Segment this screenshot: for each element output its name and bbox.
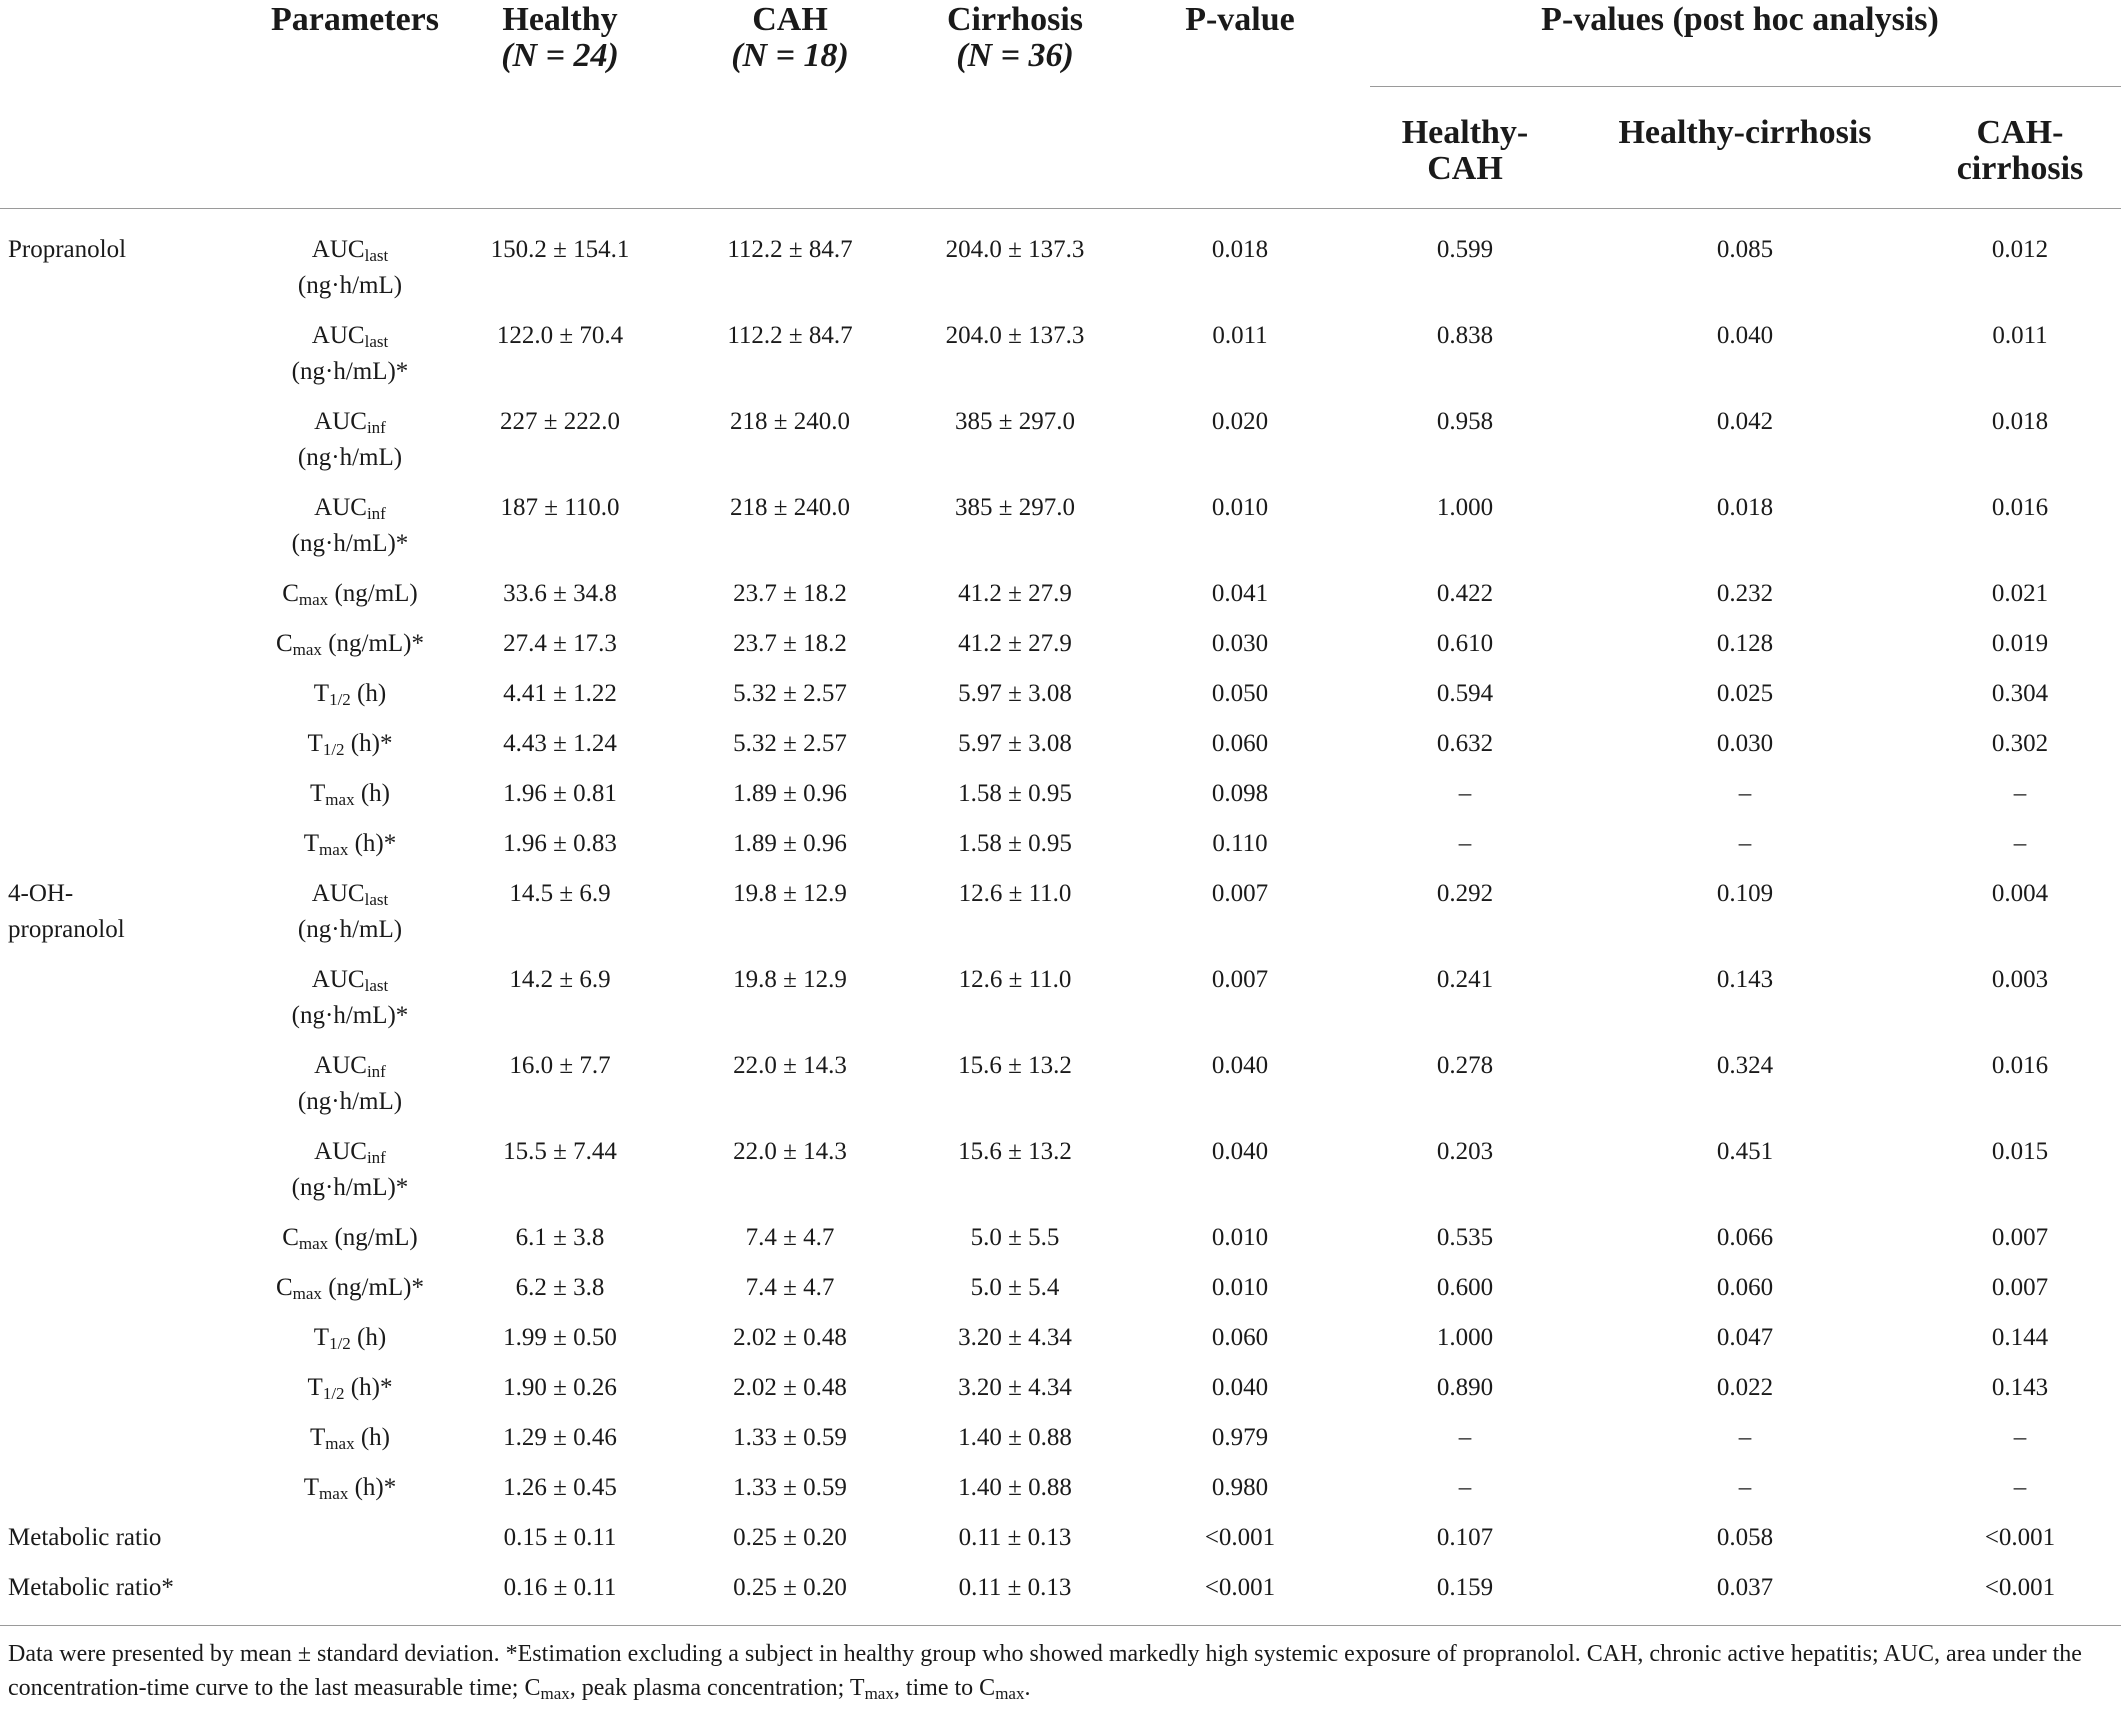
cell-healthy: 122.0 ± 70.4: [496, 322, 624, 349]
cell-p: 0.110: [1212, 830, 1268, 857]
cell-param: $AUC_{inf}$ (ng·h/mL): [297, 408, 403, 471]
cell-group: Propranolol: [8, 236, 127, 263]
cell-p: 0.030: [1211, 630, 1269, 657]
header-cirrhosis-n: (N = 36): [956, 37, 1074, 74]
cell-healthy: 4.41 ± 1.22: [503, 680, 617, 707]
cell-group: 4-OH- propranolol: [8, 880, 125, 943]
cell-p: 0.040: [1211, 1138, 1269, 1165]
header-healthy-cirrhosis: Healthy-cirrhosis: [1618, 114, 1872, 151]
cell-cci: 0.019: [1991, 630, 2049, 657]
cell-healthy: 1.26 ± 0.45: [503, 1474, 617, 1501]
cell-hci: 0.022: [1716, 1374, 1774, 1401]
cell-healthy: 1.29 ± 0.46: [503, 1424, 617, 1451]
cell-cirrhosis: 5.0 ± 5.5: [970, 1224, 1060, 1251]
cell-cci: 0.015: [1991, 1138, 2049, 1165]
cell-healthy: 0.16 ± 0.11: [503, 1574, 617, 1601]
cell-cirrhosis: 385 ± 297.0: [955, 408, 1075, 435]
cell-cirrhosis: 12.6 ± 11.0: [958, 880, 1072, 907]
cell-cci: –: [2013, 780, 2027, 807]
cell-cah: 0.25 ± 0.20: [733, 1574, 847, 1601]
cell-cci: 0.003: [1991, 966, 2049, 993]
cell-p: 0.007: [1211, 880, 1269, 907]
cell-param: $T_{1/2}$ (h)*: [307, 1374, 393, 1403]
cell-hc: 0.159: [1436, 1574, 1494, 1601]
cell-cah: 112.2 ± 84.7: [727, 322, 853, 349]
cell-cah: 5.32 ± 2.57: [733, 730, 847, 757]
cell-cah: 2.02 ± 0.48: [733, 1324, 847, 1351]
cell-healthy: 6.2 ± 3.8: [515, 1274, 605, 1301]
cell-param: $AUC_{inf}$ (ng·h/mL)*: [291, 1138, 409, 1201]
cell-hci: 0.058: [1716, 1524, 1774, 1551]
cell-healthy: 0.15 ± 0.11: [503, 1524, 617, 1551]
cell-hc: 1.000: [1436, 1324, 1494, 1351]
cell-hci: 0.232: [1716, 580, 1774, 607]
cell-cci: <0.001: [1984, 1524, 2056, 1551]
cell-cci: 0.016: [1991, 494, 2049, 521]
cell-hci: 0.066: [1716, 1224, 1774, 1251]
cell-cah: 1.89 ± 0.96: [733, 780, 847, 807]
header-healthy: [450, 2, 670, 74]
cell-healthy: 14.5 ± 6.9: [509, 880, 611, 907]
bottom-rule: [0, 1625, 2121, 1626]
cell-cirrhosis: 0.11 ± 0.13: [958, 1574, 1072, 1601]
cell-param: $T_{1/2}$ (h): [313, 680, 387, 709]
header-posthoc: P-values (post hoc analysis): [1541, 1, 1939, 38]
header-cah-cirrhosis: CAH-cirrhosis: [1956, 114, 2084, 187]
cell-hc: 0.241: [1436, 966, 1494, 993]
cell-param: $T_{max}$ (h): [310, 780, 390, 809]
cell-p: 0.010: [1211, 1224, 1269, 1251]
header-cirrhosis: [900, 2, 1130, 74]
cell-cah: 0.25 ± 0.20: [733, 1524, 847, 1551]
cell-cirrhosis: 41.2 ± 27.9: [958, 630, 1072, 657]
cell-p: 0.011: [1212, 322, 1268, 349]
cell-healthy: 1.99 ± 0.50: [503, 1324, 617, 1351]
cell-cci: –: [2013, 830, 2027, 857]
cell-param: $AUC_{last}$ (ng·h/mL)*: [291, 966, 409, 1029]
cell-param: $C_{max}$ (ng/mL)*: [275, 1274, 425, 1303]
cell-p: 0.060: [1211, 730, 1269, 757]
cell-healthy: 1.96 ± 0.83: [503, 830, 617, 857]
cell-p: <0.001: [1204, 1524, 1276, 1551]
cell-hc: 0.958: [1436, 408, 1494, 435]
cell-cah: 1.33 ± 0.59: [733, 1424, 847, 1451]
cell-cah: 218 ± 240.0: [730, 494, 850, 521]
cell-cci: –: [2013, 1474, 2027, 1501]
cell-hci: 0.060: [1716, 1274, 1774, 1301]
cell-cah: 22.0 ± 14.3: [733, 1052, 847, 1079]
cell-cirrhosis: 1.40 ± 0.88: [958, 1474, 1072, 1501]
cell-hci: 0.109: [1716, 880, 1774, 907]
cell-cci: 0.018: [1991, 408, 2049, 435]
cell-hci: 0.324: [1716, 1052, 1774, 1079]
cell-cci: 0.144: [1991, 1324, 2049, 1351]
cell-cirrhosis: 3.20 ± 4.34: [958, 1324, 1072, 1351]
cell-cci: 0.004: [1991, 880, 2049, 907]
cell-cah: 2.02 ± 0.48: [733, 1374, 847, 1401]
cell-param: $AUC_{last}$ (ng·h/mL): [297, 236, 403, 299]
cell-cirrhosis: 1.58 ± 0.95: [958, 780, 1072, 807]
cell-hc: 0.535: [1436, 1224, 1494, 1251]
header-parameters: Parameters: [270, 1, 439, 38]
cell-healthy: 227 ± 222.0: [500, 408, 620, 435]
cell-hc: 0.107: [1436, 1524, 1494, 1551]
cell-p: 0.980: [1211, 1474, 1269, 1501]
cell-cah: 19.8 ± 12.9: [733, 966, 847, 993]
cell-hc: 0.594: [1436, 680, 1494, 707]
cell-p: 0.007: [1211, 966, 1269, 993]
header-cah-label: CAH: [752, 1, 828, 38]
cell-p: 0.060: [1211, 1324, 1269, 1351]
footnote: Data were presented by mean ± standard deviation. *Estimation excluding a subject in healthy group who showed markedly high systemic exposure of propranolol. CAH, chronic active hepatitis; AUC, area under the concentration-time curve to the last measurable time; $C_{max}$, peak plasma concentration; $T_{max}$, time to $C_{max}$.: [8, 1641, 2082, 1703]
cell-hc: 0.890: [1436, 1374, 1494, 1401]
cell-hc: 0.610: [1436, 630, 1494, 657]
cell-cci: –: [2013, 1424, 2027, 1451]
cell-hc: 0.203: [1436, 1138, 1494, 1165]
cell-param: $T_{max}$ (h)*: [303, 830, 397, 859]
cell-param: $T_{max}$ (h)*: [303, 1474, 397, 1503]
cell-cirrhosis: 1.58 ± 0.95: [958, 830, 1072, 857]
cell-hc: 0.632: [1436, 730, 1494, 757]
header-cah: [680, 2, 900, 74]
cell-p: <0.001: [1204, 1574, 1276, 1601]
cell-healthy: 27.4 ± 17.3: [503, 630, 617, 657]
cell-hc: 0.838: [1436, 322, 1494, 349]
cell-cci: 0.012: [1991, 236, 2049, 263]
cell-hc: 0.278: [1436, 1052, 1494, 1079]
cell-healthy: 33.6 ± 34.8: [503, 580, 617, 607]
cell-hc: 0.422: [1436, 580, 1494, 607]
cell-p: 0.041: [1211, 580, 1269, 607]
cell-cirrhosis: 3.20 ± 4.34: [958, 1374, 1072, 1401]
cell-param: $AUC_{inf}$ (ng·h/mL)*: [291, 494, 409, 557]
cell-cci: 0.021: [1991, 580, 2049, 607]
cell-cirrhosis: 5.97 ± 3.08: [958, 730, 1072, 757]
cell-cirrhosis: 15.6 ± 13.2: [958, 1052, 1072, 1079]
cell-hc: –: [1458, 1474, 1472, 1501]
cell-hci: –: [1738, 1474, 1752, 1501]
cell-hci: 0.040: [1716, 322, 1774, 349]
header-cah-n: (N = 18): [731, 37, 849, 74]
cell-hc: 0.292: [1436, 880, 1494, 907]
cell-healthy: 16.0 ± 7.7: [509, 1052, 611, 1079]
cell-cah: 7.4 ± 4.7: [745, 1224, 835, 1251]
cell-hci: 0.451: [1716, 1138, 1774, 1165]
cell-cci: 0.016: [1991, 1052, 2049, 1079]
header-healthy-n: (N = 24): [501, 37, 619, 74]
cell-cirrhosis: 204.0 ± 137.3: [945, 322, 1085, 349]
cell-hci: 0.047: [1716, 1324, 1774, 1351]
cell-hci: 0.143: [1716, 966, 1774, 993]
cell-param: $C_{max}$ (ng/mL): [282, 580, 418, 609]
cell-cah: 5.32 ± 2.57: [733, 680, 847, 707]
cell-param: $T_{max}$ (h): [310, 1424, 390, 1453]
cell-healthy: 187 ± 110.0: [500, 494, 620, 521]
cell-hci: –: [1738, 1424, 1752, 1451]
cell-param: $T_{1/2}$ (h): [313, 1324, 387, 1353]
cell-healthy: 6.1 ± 3.8: [515, 1224, 605, 1251]
cell-hc: 0.599: [1436, 236, 1494, 263]
cell-p: 0.010: [1211, 494, 1269, 521]
cell-hc: –: [1458, 1424, 1472, 1451]
cell-cirrhosis: 5.0 ± 5.4: [970, 1274, 1060, 1301]
cell-param: $C_{max}$ (ng/mL): [282, 1224, 418, 1253]
cell-param: $AUC_{last}$ (ng·h/mL)*: [291, 322, 409, 385]
cell-hci: –: [1738, 780, 1752, 807]
cell-cirrhosis: 12.6 ± 11.0: [958, 966, 1072, 993]
cell-cirrhosis: 5.97 ± 3.08: [958, 680, 1072, 707]
cell-cirrhosis: 1.40 ± 0.88: [958, 1424, 1072, 1451]
cell-hc: –: [1458, 780, 1472, 807]
cell-cirrhosis: 15.6 ± 13.2: [958, 1138, 1072, 1165]
cell-p: 0.098: [1211, 780, 1269, 807]
cell-hci: 0.042: [1716, 408, 1774, 435]
cell-cirrhosis: 0.11 ± 0.13: [958, 1524, 1072, 1551]
cell-hci: 0.128: [1716, 630, 1774, 657]
cell-cirrhosis: 41.2 ± 27.9: [958, 580, 1072, 607]
cell-p: 0.979: [1211, 1424, 1269, 1451]
cell-cci: 0.007: [1991, 1274, 2049, 1301]
cell-cah: 7.4 ± 4.7: [745, 1274, 835, 1301]
cell-cah: 1.33 ± 0.59: [733, 1474, 847, 1501]
cell-group: Metabolic ratio: [8, 1524, 162, 1551]
cell-p: 0.010: [1211, 1274, 1269, 1301]
cell-cci: 0.143: [1991, 1374, 2049, 1401]
cell-hci: 0.030: [1716, 730, 1774, 757]
header-pvalue: P-value: [1185, 1, 1295, 38]
cell-cci: <0.001: [1984, 1574, 2056, 1601]
cell-healthy: 14.2 ± 6.9: [509, 966, 611, 993]
cell-cirrhosis: 385 ± 297.0: [955, 494, 1075, 521]
cell-hci: 0.085: [1716, 236, 1774, 263]
cell-param: $AUC_{inf}$ (ng·h/mL): [297, 1052, 403, 1115]
cell-cah: 22.0 ± 14.3: [733, 1138, 847, 1165]
cell-hc: 1.000: [1436, 494, 1494, 521]
cell-cah: 23.7 ± 18.2: [733, 630, 847, 657]
cell-cci: 0.302: [1991, 730, 2049, 757]
cell-cirrhosis: 204.0 ± 137.3: [945, 236, 1085, 263]
cell-hci: –: [1738, 830, 1752, 857]
cell-hci: 0.025: [1716, 680, 1774, 707]
header-healthy-label: Healthy: [502, 1, 618, 38]
cell-hci: 0.018: [1716, 494, 1774, 521]
cell-param: $T_{1/2}$ (h)*: [307, 730, 393, 759]
cell-p: 0.050: [1211, 680, 1269, 707]
cell-hc: –: [1458, 830, 1472, 857]
cell-healthy: 4.43 ± 1.24: [503, 730, 617, 757]
cell-cci: 0.011: [1992, 322, 2048, 349]
cell-cci: 0.007: [1991, 1224, 2049, 1251]
cell-healthy: 1.90 ± 0.26: [503, 1374, 617, 1401]
cell-p: 0.018: [1211, 236, 1269, 263]
header-healthy-cah: Healthy-CAH: [1401, 114, 1529, 187]
cell-cah: 19.8 ± 12.9: [733, 880, 847, 907]
cell-cci: 0.304: [1991, 680, 2049, 707]
header-cirrhosis-label: Cirrhosis: [947, 1, 1083, 38]
cell-p: 0.040: [1211, 1374, 1269, 1401]
cell-cah: 23.7 ± 18.2: [733, 580, 847, 607]
cell-hc: 0.600: [1436, 1274, 1494, 1301]
cell-p: 0.020: [1211, 408, 1269, 435]
cell-cah: 1.89 ± 0.96: [733, 830, 847, 857]
header-rule: [0, 208, 2121, 209]
posthoc-rule: [1370, 86, 2121, 87]
cell-group: Metabolic ratio*: [8, 1574, 174, 1601]
cell-cah: 112.2 ± 84.7: [727, 236, 853, 263]
cell-healthy: 15.5 ± 7.44: [503, 1138, 617, 1165]
cell-param: $AUC_{last}$ (ng·h/mL): [297, 880, 403, 943]
cell-healthy: 150.2 ± 154.1: [490, 236, 630, 263]
cell-param: $C_{max}$ (ng/mL)*: [275, 630, 425, 659]
cell-p: 0.040: [1211, 1052, 1269, 1079]
cell-cah: 218 ± 240.0: [730, 408, 850, 435]
cell-hci: 0.037: [1716, 1574, 1774, 1601]
cell-healthy: 1.96 ± 0.81: [503, 780, 617, 807]
